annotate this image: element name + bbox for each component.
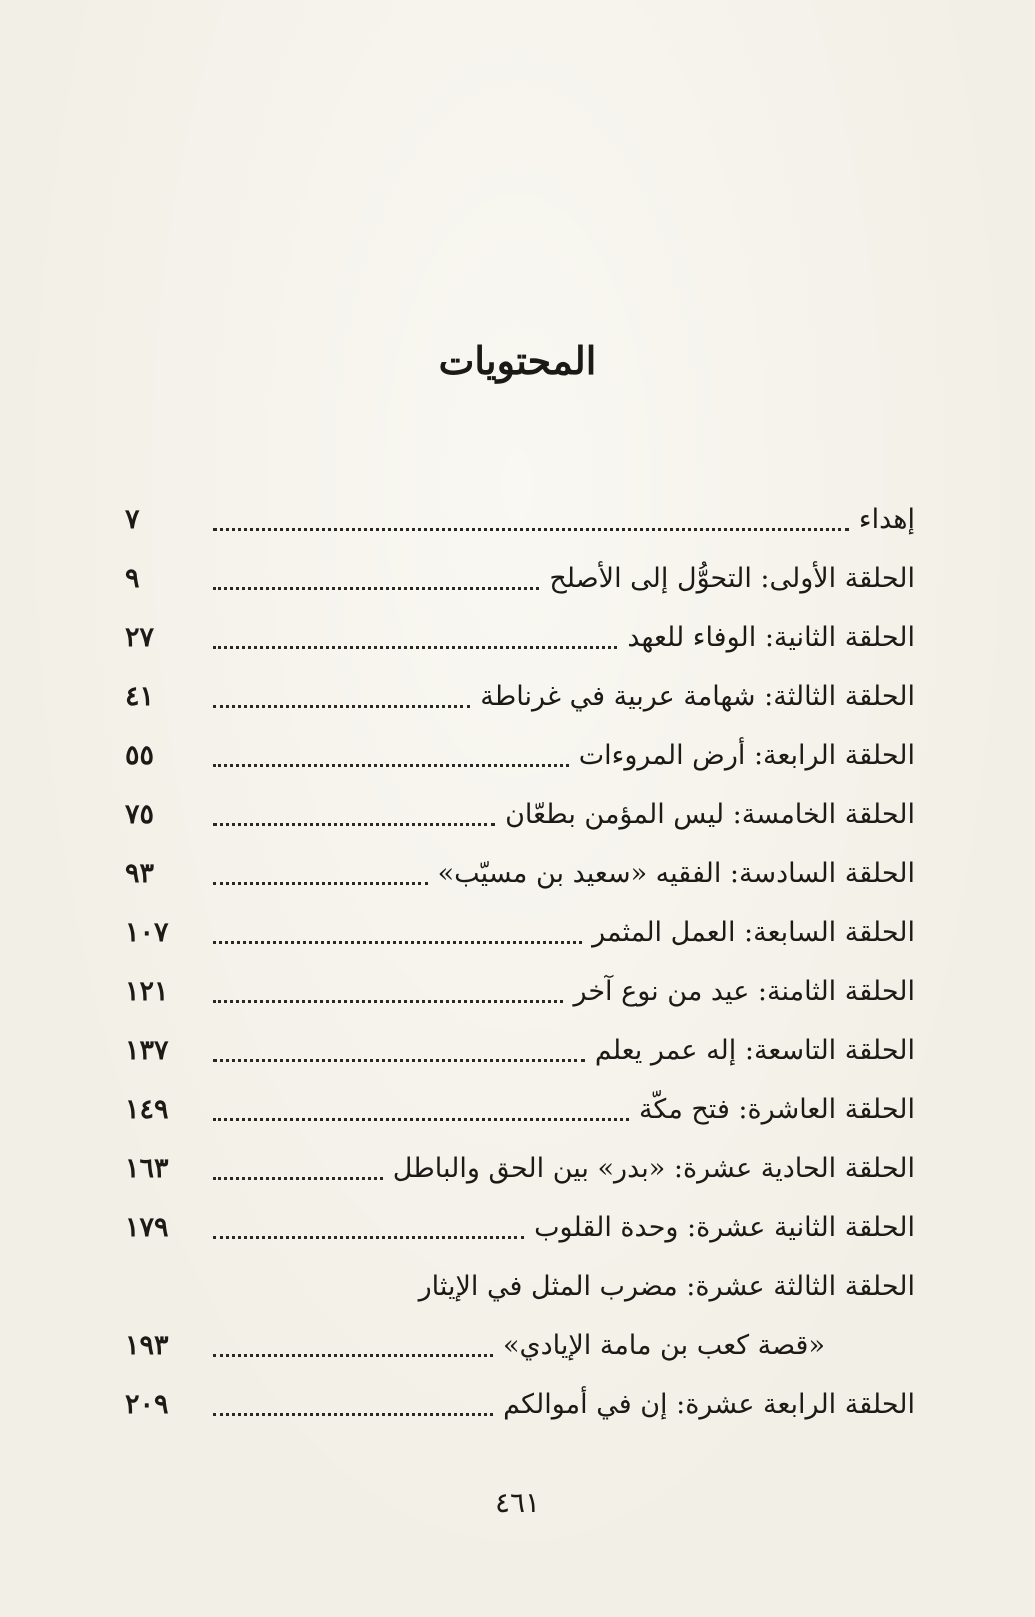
toc-entry-1 bbox=[125, 549, 915, 608]
page-title: المحتويات bbox=[438, 338, 597, 383]
toc-entry-4 bbox=[125, 726, 915, 785]
toc-entry-title: «قصة كعب بن مامة الإيادي» bbox=[502, 1330, 825, 1361]
toc-entry-page: ١٢١ bbox=[125, 976, 169, 1007]
dot-leader bbox=[213, 646, 617, 649]
toc-entry-title: الحلقة الثامنة: عيد من نوع آخر bbox=[573, 976, 915, 1007]
dot-leader bbox=[213, 528, 849, 531]
dot-leader bbox=[213, 823, 495, 826]
dot-leader bbox=[213, 1354, 493, 1357]
toc-entry-11 bbox=[125, 1139, 915, 1198]
toc-entry-2 bbox=[125, 608, 915, 667]
dot-leader bbox=[213, 941, 582, 944]
toc-entry-8 bbox=[125, 962, 915, 1021]
toc-entry-page: ١٠٧ bbox=[125, 917, 169, 948]
toc-entry-12 bbox=[125, 1198, 915, 1257]
toc-entry-3 bbox=[125, 667, 915, 726]
toc-entry-title: الحلقة السادسة: الفقيه «سعيد بن مسيّب» bbox=[437, 858, 915, 889]
toc-entry-title: الحلقة الثالثة: شهامة عربية في غرناطة bbox=[480, 681, 915, 712]
toc-entry-title: إهداء bbox=[858, 504, 915, 535]
page-number: ٤٦١ bbox=[494, 1486, 541, 1519]
dot-leader bbox=[213, 705, 470, 708]
toc-entry-page: ١٦٣ bbox=[125, 1153, 169, 1184]
dot-leader bbox=[213, 764, 569, 767]
table-of-contents bbox=[125, 490, 915, 1434]
dot-leader bbox=[213, 587, 539, 590]
toc-entry-page: ٥٥ bbox=[125, 740, 155, 771]
toc-entry-title: الحلقة الخامسة: ليس المؤمن بطعّان bbox=[505, 799, 915, 830]
toc-entry-page: ٩٣ bbox=[125, 858, 155, 889]
toc-entry-page: ٢٧ bbox=[125, 622, 155, 653]
toc-entry-14 bbox=[125, 1375, 915, 1434]
toc-entry-page: ٤١ bbox=[125, 681, 155, 712]
dot-leader bbox=[213, 1236, 524, 1239]
toc-entry-page: ٧٥ bbox=[125, 799, 155, 830]
toc-entry-page: ١٣٧ bbox=[125, 1035, 169, 1066]
toc-entry-page: ٧ bbox=[125, 504, 140, 535]
toc-entry-title: الحلقة الثالثة عشرة: مضرب المثل في الإيثار bbox=[418, 1271, 915, 1302]
dot-leader bbox=[213, 1118, 629, 1121]
toc-entry-title: الحلقة الرابعة: أرض المروءات bbox=[578, 740, 915, 771]
toc-entry-title: الحلقة الثانية: الوفاء للعهد bbox=[627, 622, 915, 653]
toc-entry-page: ١٤٩ bbox=[125, 1094, 169, 1125]
toc-entry-title: الحلقة الرابعة عشرة: إن في أموالكم bbox=[503, 1389, 915, 1420]
toc-entry-10 bbox=[125, 1080, 915, 1139]
toc-entry-13-continued bbox=[125, 1316, 915, 1375]
toc-entry-13 bbox=[125, 1257, 915, 1316]
toc-entry-title: الحلقة الحادية عشرة: «بدر» بين الحق والباطل bbox=[392, 1153, 915, 1184]
toc-entry-6 bbox=[125, 844, 915, 903]
toc-entry-page: ٩ bbox=[125, 563, 140, 594]
toc-entry-title: الحلقة التاسعة: إله عمر يعلم bbox=[594, 1035, 915, 1066]
toc-entry-5 bbox=[125, 785, 915, 844]
toc-entry-page: ١٧٩ bbox=[125, 1212, 169, 1243]
toc-entry-title: الحلقة الثانية عشرة: وحدة القلوب bbox=[534, 1212, 915, 1243]
dot-leader bbox=[213, 1177, 383, 1180]
toc-entry-7 bbox=[125, 903, 915, 962]
dot-leader bbox=[213, 882, 428, 885]
toc-entry-page: ٢٠٩ bbox=[125, 1389, 169, 1420]
toc-entry-page: ١٩٣ bbox=[125, 1330, 169, 1361]
dot-leader bbox=[213, 1413, 493, 1416]
toc-entry-9 bbox=[125, 1021, 915, 1080]
toc-entry-title: الحلقة السابعة: العمل المثمر bbox=[592, 917, 915, 948]
dot-leader bbox=[213, 1000, 563, 1003]
dot-leader bbox=[213, 1059, 585, 1062]
toc-entry-title: الحلقة العاشرة: فتح مكّة bbox=[638, 1094, 915, 1125]
toc-entry-dedication bbox=[125, 490, 915, 549]
toc-entry-title: الحلقة الأولى: التحوُّل إلى الأصلح bbox=[549, 563, 915, 594]
